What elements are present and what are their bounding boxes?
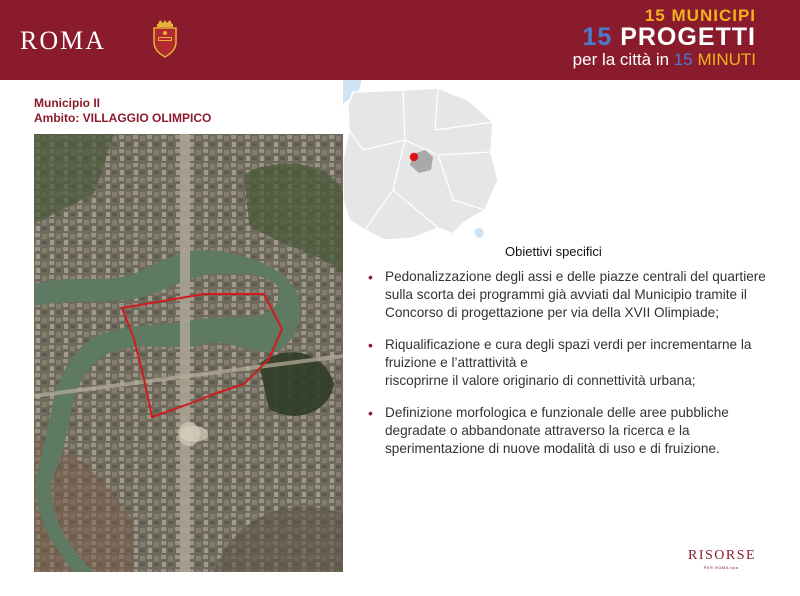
roma-logo-text: ROMA xyxy=(20,26,107,55)
objective-item xyxy=(368,404,778,458)
location-heading xyxy=(34,96,211,126)
objective-item xyxy=(368,268,778,322)
ambito-label: Ambito: VILLAGGIO OLIMPICO xyxy=(34,111,212,125)
objective-line: • Pedonalizzazione degli assi e delle piazze centrali del quartiere xyxy=(385,269,766,284)
objective-line: Concorso di progettazione per via della XVII Olimpiade; xyxy=(385,305,719,320)
aerial-photo xyxy=(34,134,343,572)
tagline-prefix: per la città in xyxy=(572,50,670,69)
tagline xyxy=(573,6,756,70)
objective-line: • Riqualificazione e cura degli spazi verdi per incrementarne la xyxy=(385,337,752,352)
tagline-word: PROGETTI xyxy=(620,23,756,51)
tagline-word: MUNICIPI xyxy=(671,6,756,25)
objective-line: • Definizione morfologica e funzionale delle aree pubbliche xyxy=(385,405,729,420)
objective-item xyxy=(368,336,778,390)
risorse-logo-main: RISORSE xyxy=(688,548,757,563)
header-band xyxy=(0,0,800,80)
rome-locator-map xyxy=(343,80,503,250)
municipio-label: Municipio II xyxy=(34,96,100,110)
tagline-number: 15 xyxy=(582,23,613,51)
objective-line: degradate o abbandonate attraverso la ricerca e la xyxy=(385,423,690,438)
tagline-number: 15 xyxy=(644,6,666,25)
tagline-line-3 xyxy=(573,50,756,70)
risorse-logo xyxy=(688,548,757,570)
tagline-word: MINUTI xyxy=(697,50,756,69)
objective-line: riscoprirne il valore originario di connettività urbana; xyxy=(385,373,696,388)
objectives-title: Obiettivi specifici xyxy=(505,244,602,259)
objectives-list xyxy=(368,268,778,472)
objective-line: fruizione e l’attrattività e xyxy=(385,355,528,370)
tagline-line-2 xyxy=(573,25,756,50)
objective-line: sulla scorta dei programmi già avviati dal Municipio tramite il xyxy=(385,287,747,302)
objective-line: sperimentazione di nuove modalità di uso e di fruizione. xyxy=(385,441,720,456)
risorse-logo-sub: PER ROMA spa xyxy=(703,565,739,570)
tagline-number: 15 xyxy=(673,50,693,69)
roma-crest-icon xyxy=(150,20,180,58)
